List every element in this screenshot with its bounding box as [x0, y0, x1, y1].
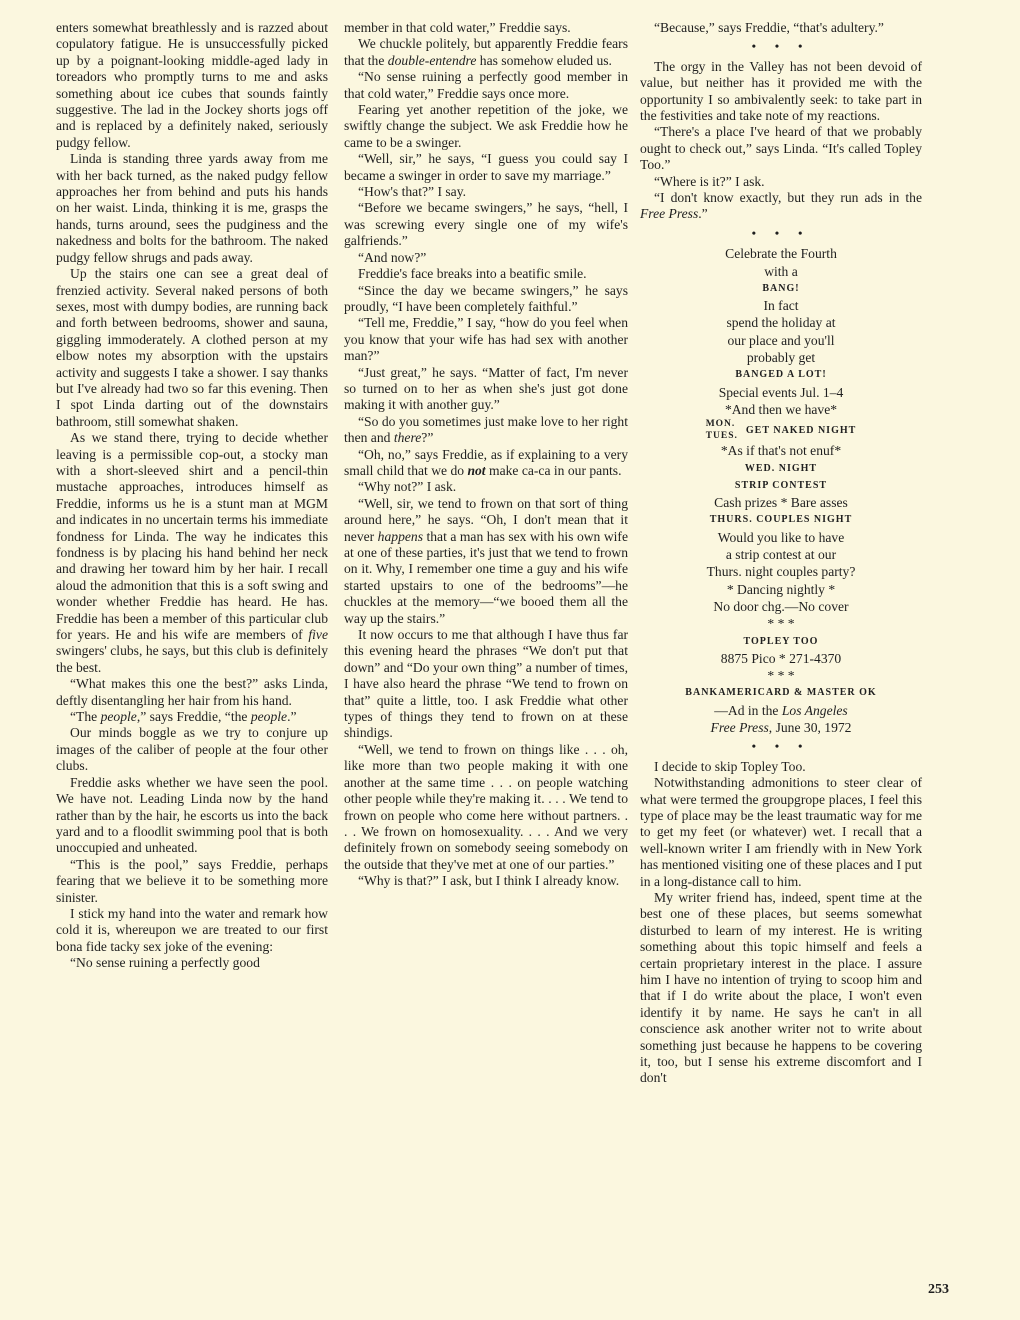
paragraph: “Just great,” he says. “Matter of fact, I'm never so turned on to her as when she's just got done making it with another guy.”: [344, 364, 628, 413]
paragraph: “Well, sir,” he says, “I guess you could say I became a swinger in order to save my marriage.”: [344, 151, 628, 183]
paragraph: My writer friend has, indeed, spent time at the best one of these places, but seems somewhat disturbed to learn of my interest. He is writing something about this topic himself and feels a certain proprietary interest in the place. I assure him I have no intention of trying to scoop him and that if I do write about the place, I won't even identify it by name. He says he can't in all conscience ask another writer not to write about something just because he happens to be covering it, too, but I sense his extreme discomfort and I don't: [640, 889, 922, 1086]
ad-line: TOPLEY TOO: [743, 635, 819, 647]
column-3: [640, 20, 922, 1087]
paragraph: “Because,” says Freddie, “that's adultery.”: [654, 20, 884, 35]
ad-line: *As if that's not enuf*: [720, 443, 842, 459]
ad-line: Would you like to have: [717, 529, 845, 545]
paragraph: “There's a place I've heard of that we probably ought to check out,” says Linda. “It's called Topley Too.”: [640, 124, 922, 173]
paragraph: “This is the pool,” says Freddie, perhaps fearing that we believe it to be something more sinister.: [56, 856, 328, 905]
paragraph: “Tell me, Freddie,” I say, “how do you feel when you know that your wife has had sex with another man?”: [344, 315, 628, 364]
ad-line: GET NAKED NIGHT: [745, 424, 857, 436]
ad-line: * Dancing nightly *: [726, 581, 836, 597]
ad-line: probably get: [746, 350, 816, 366]
paragraph: “Why not?” I ask.: [358, 479, 457, 495]
ad-credit: —Ad in the Los Angeles: [714, 702, 848, 718]
ad-stars: * * *: [767, 668, 795, 684]
ad-line: BANG!: [762, 282, 800, 294]
column-2: [344, 20, 628, 890]
paragraph: We chuckle politely, but apparently Freddie fears that the double-entendre has somehow eluded us.: [344, 36, 628, 68]
paragraph: Fearing yet another repetition of the joke, we swiftly change the subject. We ask Freddie how he came to be a swinger.: [344, 102, 628, 150]
paragraph: “Well, sir, we tend to frown on that sort of thing around here,” he says. “Oh, I don't mean that it never happens that a man has sex with his own wife at one of these parties, it's just that we tend to frown on it. Why, I remember one time a guy and his wife started upstairs to one of the bedrooms”—he chuckles at the memory—“we booed them all the way up the stairs.”: [344, 495, 628, 626]
ad-naked-night: [640, 418, 922, 442]
paragraph: “What makes this one the best?” asks Linda, deftly disentangling her hair from his hand.: [56, 676, 328, 708]
ad-stars: * * *: [767, 616, 795, 632]
section-separator: • • •: [751, 39, 811, 54]
ad-line: *And then we have*: [724, 401, 838, 417]
ad-line: 8875 Pico * 271-4370: [720, 650, 842, 666]
paragraph: Notwithstanding admonitions to steer clear of what were termed the groupgrope places, I feel this type of place may be the least traumatic way for me to get my feet (or whatever) wet. I recall that a well-known writer I am friendly with in New York has mentioned visiting one of these places and I put in a long-distance call to him.: [640, 775, 922, 889]
ad-line: spend the holiday at: [726, 315, 836, 331]
ad-day-mon: MON.: [705, 419, 736, 430]
paragraph: Linda is standing three yards away from me with her back turned, as the naked pudgy fellow approaches her from behind and puts his hands on her waist. Linda, thinking it is me, grasps the hands, turns around, sees the pudginess and the nakedness and bolts for the bathroom. The naked pudgy fellow shrugs and pads away.: [56, 151, 328, 265]
ad-line: with a: [764, 263, 798, 279]
column-3-top-text: [640, 20, 922, 36]
paragraph: “And now?”: [358, 249, 427, 265]
page-number: 253: [928, 1282, 949, 1297]
column-1: [56, 20, 328, 972]
section-separator: • • •: [751, 225, 811, 240]
paragraph: “So do you sometimes just make love to her right then and there?”: [344, 413, 628, 446]
ad-line: Thurs. night couples party?: [706, 564, 856, 580]
paragraph: “The people,” says Freddie, “the people.”: [70, 709, 297, 725]
paragraph: Up the stairs one can see a great deal of frenzied activity. Several naked persons of both sexes, most with dumpy bodies, are running back and forth between bedrooms, shower and sauna, giggling immoderately. A clothed person at my elbow notes my absorption with the upstairs activity and suggests I take a shower. I say thanks but I've already had two so far this evening. Then I spot Linda darting out of the downstairs bathroom, still somewhat shaken.: [56, 266, 328, 429]
paragraph: “Before we became swingers,” he says, “hell, I was screwing every single one of my wife's galfriends.”: [344, 200, 628, 249]
paragraph: The orgy in the Valley has not been devoid of value, but neither has it provided me with the opportunity I so ambivalently seek: to take part in the festivities and take note of my reactions.: [640, 58, 922, 124]
ad-line: THURS. COUPLES NIGHT: [709, 514, 853, 526]
paragraph: enters somewhat breathlessly and is razzed about copulatory fatigue. He is unsuccessfully picked up by a poignant-looking middle-aged lady in toreadors who promptly turns to me and asks something about ice cubes that sounds faintly suggestive. The lad in the Jockey shorts jogs off and is replaced by a definitely naked, seriously pudgy fellow.: [56, 20, 328, 150]
paragraph: “Since the day we became swingers,” he says proudly, “I have been completely faithful.”: [344, 282, 628, 314]
paragraph: As we stand there, trying to decide whether leaving is a permissible cop-out, a stocky man with a short-sleeved shirt and a pencil-thin mustache approaches, introduces himself as Freddie, informs us he is a stunt man at MGM and indicates in no uncertain terms his immediate fondness for Linda. The way he indicates this fondness is by placing his hand behind her neck and drawing her toward him by her hair. I recall aloud the admonition that this is a soft swing and wonder whether Freddie has heard. He has. Freddie has been a member of this particular club for years. He and his wife are members of five swingers' clubs, he says, but this club is definitely the best.: [56, 430, 328, 675]
paragraph: I stick my hand into the water and remark how cold it is, whereupon we are treated to our first bona fide tacky sex joke of the evening:: [56, 905, 328, 954]
ad-line: Special events Jul. 1–4: [718, 384, 844, 400]
paragraph: “How's that?” I say.: [358, 184, 467, 200]
paragraph: “I don't know exactly, but they run ads in the Free Press.”: [640, 190, 922, 222]
paragraph: “Well, we tend to frown on things like . . . oh, like more than two people making it with one another at the same time . . . on people watching other people while they're making it. . . . We tend to frown on people who come here without partners. . . . We frown on homosexuality. . . . And we very definitely frown on somebody seeing somebody on the outside that they've met at one of our parties.”: [344, 741, 628, 872]
ad-line: Celebrate the Fourth: [725, 246, 837, 262]
ad-line: STRIP CONTEST: [734, 479, 828, 491]
ad-credit: Free Press, June 30, 1972: [710, 720, 852, 735]
ad-line: Cash prizes * Bare asses: [714, 495, 848, 511]
paragraph: member in that cold water,” Freddie says.: [344, 20, 571, 35]
section-separator: • • •: [751, 739, 811, 754]
paragraph: “Why is that?” I ask, but I think I already know.: [358, 873, 620, 889]
topley-too-ad: [640, 245, 922, 736]
ad-line: BANKAMERICARD & MASTER OK: [685, 687, 877, 699]
paragraph: “No sense ruining a perfectly good member in that cold water,” Freddie says once more.: [344, 69, 628, 101]
ad-day-tues: TUES.: [705, 431, 738, 442]
paragraph: Freddie asks whether we have seen the pool. We have not. Leading Linda now by the hand rather than by the hair, he escorts us into the back yard and to a floodlit swimming pool that is both unoccupied and unheated.: [56, 774, 328, 856]
paragraph: It now occurs to me that although I have thus far this evening heard the phrases “We don't put that down” and “Do your own thing” a number of times, I have also heard the phrase “We tend to frown on that” quite a little, too. I ask Freddie what other types of things they tend to frown on at these shindigs.: [344, 627, 628, 741]
paragraph: I decide to skip Topley Too.: [654, 758, 806, 774]
paragraph: Freddie's face breaks into a beatific smile.: [358, 266, 587, 282]
paragraph: Our minds boggle as we try to conjure up images of the caliber of people at the four other clubs.: [56, 725, 328, 774]
ad-line: WED. NIGHT: [744, 462, 818, 474]
column-3-bottom-text: [640, 759, 922, 1087]
ad-line: our place and you'll: [727, 332, 835, 348]
paragraph: “Oh, no,” says Freddie, as if explaining to a very small child that we do not make ca-ca in our pants.: [344, 446, 628, 478]
paragraph: “Where is it?” I ask.: [654, 173, 765, 189]
ad-line: No door chg.—No cover: [713, 598, 849, 614]
ad-line: BANGED A LOT!: [735, 369, 827, 381]
ad-line: a strip contest at our: [725, 547, 837, 563]
paragraph: “No sense ruining a perfectly good: [70, 955, 260, 971]
ad-line: In fact: [763, 298, 799, 314]
column-3-mid-text: [640, 59, 922, 223]
